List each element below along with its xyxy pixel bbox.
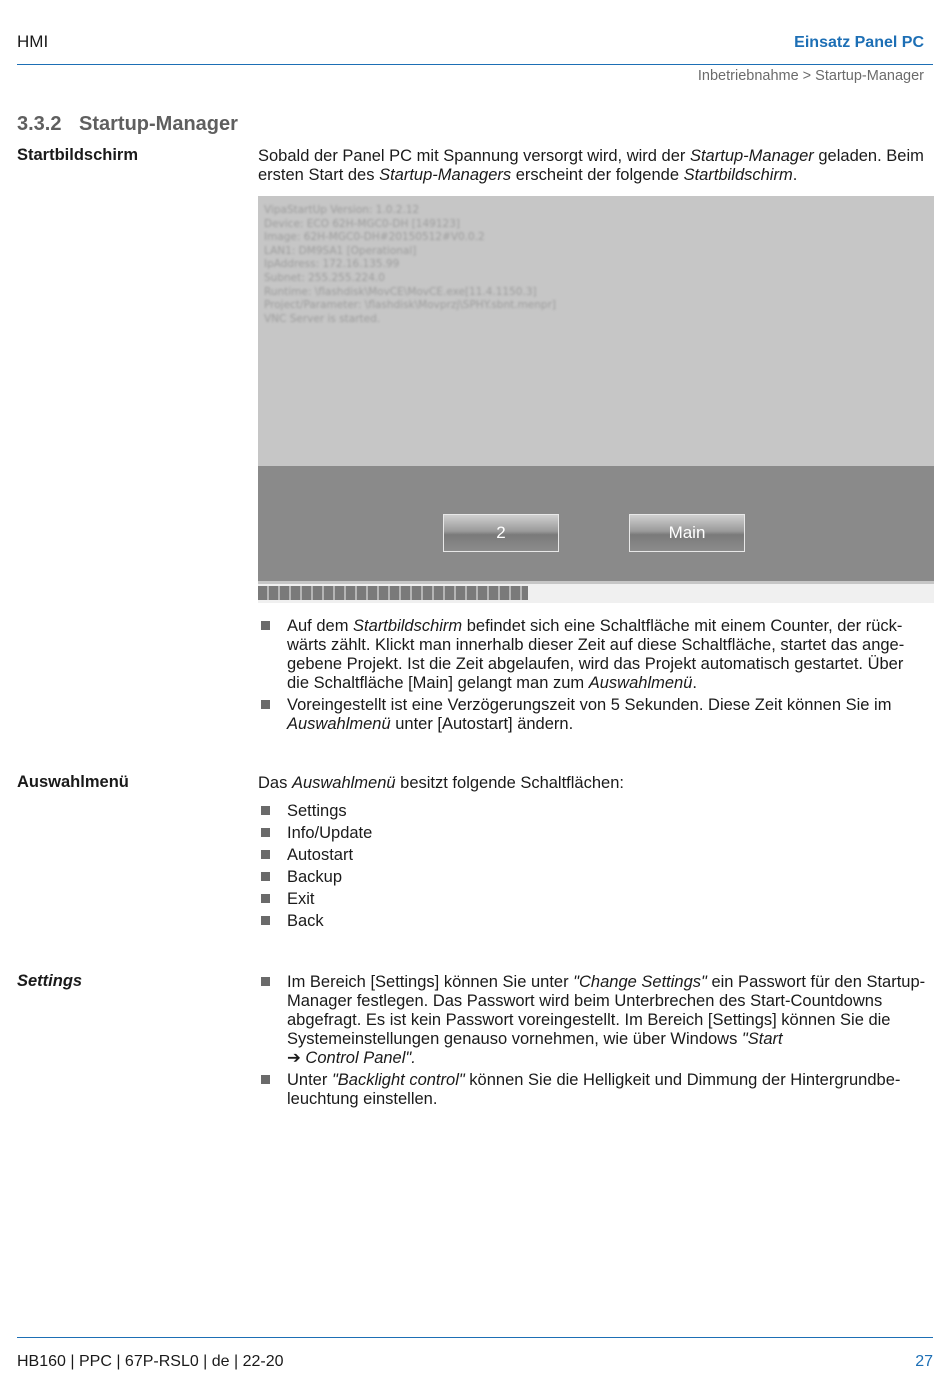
section-title: Startup-Manager bbox=[79, 113, 238, 135]
counter-button[interactable]: 2 bbox=[443, 514, 559, 552]
menu-list-item: Info/Update bbox=[258, 824, 926, 846]
section-number: 3.3.2 bbox=[17, 113, 62, 135]
startbildschirm-bullets bbox=[258, 617, 926, 737]
bullet-item: Voreingestellt ist eine Verzögerungszeit von 5 Sekunden. Diese Zeit können Sie im Auswahlmenü unter [Autostart] ändern. bbox=[258, 696, 926, 734]
side-label-auswahlmenue: Auswahlmenü bbox=[17, 773, 129, 791]
header-chapter: HMI bbox=[17, 32, 49, 51]
bullet-item: Im Bereich [Settings] können Sie unter "Change Settings" ein Passwort für den Startup-Manager festlegen. Das Passwort wird beim Unterbrechen des Start-Countdowns abgefragt. Es ist kein Passwort voreingestellt. Im Bereich [Settings] können Sie die Systemeinstellungen genauso vornehmen, wie über Windows "Start ➔ Control Panel". bbox=[258, 973, 926, 1068]
breadcrumb: Inbetriebnahme > Startup-Manager bbox=[697, 68, 924, 84]
side-label-settings: Settings bbox=[17, 972, 83, 990]
header-divider bbox=[17, 64, 933, 65]
auswahlmenue-items bbox=[258, 802, 926, 934]
footer-divider bbox=[17, 1337, 933, 1338]
bullet-square-icon bbox=[261, 872, 270, 881]
section-heading bbox=[17, 113, 238, 136]
bullet-square-icon bbox=[261, 806, 270, 815]
bullet-square-icon bbox=[261, 828, 270, 837]
startup-manager-screenshot bbox=[258, 196, 934, 603]
bullet-square-icon bbox=[261, 700, 270, 709]
bullet-item: Auf dem Startbildschirm befindet sich eine Schaltfläche mit einem Counter, der rückwärts zählt. Klickt man innerhalb dieser Zeit auf diese Schaltfläche, startet das angegebene Projekt. Ist die Zeit abgelaufen, wird das Projekt automatisch gestartet. Über die Schaltfläche [Main] gelangt man zum Auswahlmenü. bbox=[258, 617, 926, 693]
startbildschirm-intro: Sobald der Panel PC mit Spannung versorgt wird, wird der Startup-Manager geladen. Beim ersten Start des Startup-Managers erscheint der folgende Startbildschirm. bbox=[258, 147, 924, 184]
main-button[interactable]: Main bbox=[629, 514, 745, 552]
bullet-square-icon bbox=[261, 916, 270, 925]
menu-list-item: Exit bbox=[258, 890, 926, 912]
footer-document-id: HB160 | PPC | 67P-RSL0 | de | 22-20 bbox=[17, 1353, 284, 1370]
menu-list-item: Autostart bbox=[258, 846, 926, 868]
auswahlmenue-intro: Das Auswahlmenü besitzt folgende Schaltflächen: bbox=[258, 774, 624, 792]
progress-bar-fill bbox=[258, 586, 528, 600]
bullet-square-icon bbox=[261, 977, 270, 986]
bullet-square-icon bbox=[261, 621, 270, 630]
device-info-text: VipaStartUp Version: 1.0.2.12 Device: ECO 62H-MGC0-DH [149123] Image: 62H-MGC0-DH#20150512#V0.0.2 LAN1: DM9SA1 [Operational] IpAddress: 172.16.135.99 Subnet: 255.255.224.0 Runtime: \flashdisk\MovCE\MovCE.exe[11.4.1150.3] Project/Parameter: \flashdisk\Movprzj\SPHY.sbnt.menpr] VNC Server is started. bbox=[264, 204, 556, 325]
settings-bullets bbox=[258, 973, 926, 1112]
progress-bar bbox=[258, 584, 934, 603]
side-label-startbildschirm: Startbildschirm bbox=[17, 146, 139, 164]
menu-list-item: Backup bbox=[258, 868, 926, 890]
bullet-square-icon bbox=[261, 894, 270, 903]
header-section-title: Einsatz Panel PC bbox=[794, 34, 924, 51]
bullet-item: Unter "Backlight control" können Sie die Helligkeit und Dimmung der Hintergrundbeleuchtung einstellen. bbox=[258, 1071, 926, 1109]
menu-list-item: Back bbox=[258, 912, 926, 934]
menu-list-item: Settings bbox=[258, 802, 926, 824]
page-number: 27 bbox=[915, 1353, 933, 1370]
bullet-square-icon bbox=[261, 850, 270, 859]
button-bar bbox=[258, 466, 934, 581]
bullet-square-icon bbox=[261, 1075, 270, 1084]
